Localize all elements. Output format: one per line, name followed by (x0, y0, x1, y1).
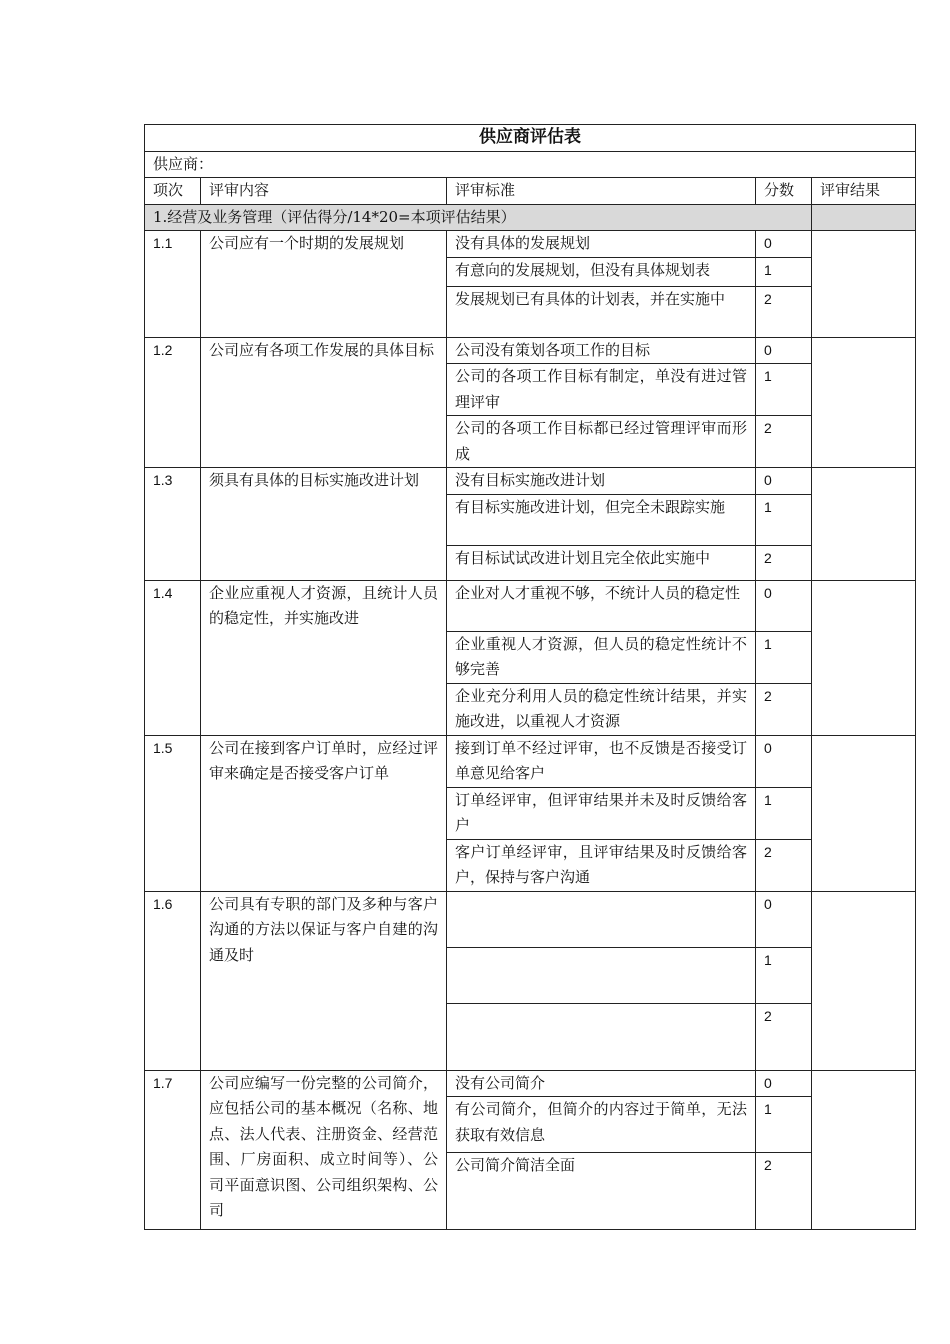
item-number: 1.2 (145, 337, 201, 468)
review-criterion: 企业对人才重视不够，不统计人员的稳定性 (447, 580, 756, 631)
score-value: 1 (756, 257, 812, 286)
review-criterion: 有公司简介，但简介的内容过于简单，无法获取有效信息 (447, 1097, 756, 1153)
item-number: 1.1 (145, 231, 201, 338)
review-criterion: 企业重视人才资源，但人员的稳定性统计不够完善 (447, 631, 756, 683)
score-value: 0 (756, 468, 812, 495)
review-content: 公司应有一个时期的发展规划 (201, 231, 447, 338)
score-value: 1 (756, 631, 812, 683)
score-value: 2 (756, 1003, 812, 1070)
table-row (145, 1070, 916, 1097)
review-criterion: 没有具体的发展规划 (447, 231, 756, 258)
review-criterion: 公司没有策划各项工作的目标 (447, 337, 756, 364)
review-criterion (447, 891, 756, 947)
review-result-cell (812, 735, 916, 891)
review-criterion: 公司的各项工作目标有制定，单没有进过管理评审 (447, 364, 756, 416)
review-criterion: 有目标实施改进计划，但完全未跟踪实施 (447, 494, 756, 545)
review-content: 公司具有专职的部门及多种与客户沟通的方法以保证与客户自建的沟通及时 (201, 891, 447, 1070)
review-criterion: 没有公司简介 (447, 1070, 756, 1097)
header-item-no: 项次 (145, 178, 201, 205)
review-criterion: 公司的各项工作目标都已经过管理评审而形成 (447, 416, 756, 468)
header-content: 评审内容 (201, 178, 447, 205)
review-criterion: 公司简介简洁全面 (447, 1153, 756, 1230)
header-criteria: 评审标准 (447, 178, 756, 205)
review-criterion: 有意向的发展规划，但没有具体规划表 (447, 257, 756, 286)
score-value: 2 (756, 416, 812, 468)
review-content: 须具有具体的目标实施改进计划 (201, 468, 447, 581)
score-value: 0 (756, 735, 812, 787)
item-number: 1.3 (145, 468, 201, 581)
table-row (145, 891, 916, 947)
review-criterion: 企业充分利用人员的稳定性统计结果，并实施改进，以重视人才资源 (447, 683, 756, 735)
supplier-evaluation-table (144, 124, 916, 1230)
review-content: 公司应编写一份完整的公司简介，应包括公司的基本概况（名称、地点、法人代表、注册资金、经营范围、厂房面积、成立时间等）、公司平面意识图、公司组织架构、公司 (201, 1070, 447, 1230)
score-value: 2 (756, 286, 812, 337)
score-value: 1 (756, 364, 812, 416)
item-number: 1.7 (145, 1070, 201, 1230)
score-value: 1 (756, 947, 812, 1003)
score-value: 1 (756, 494, 812, 545)
table-row (145, 337, 916, 364)
review-criterion: 接到订单不经过评审，也不反馈是否接受订单意见给客户 (447, 735, 756, 787)
score-value: 1 (756, 787, 812, 839)
score-value: 2 (756, 839, 812, 891)
review-criterion: 有目标试试改进计划且完全依此实施中 (447, 545, 756, 580)
review-criterion: 发展规划已有具体的计划表，并在实施中 (447, 286, 756, 337)
item-number: 1.5 (145, 735, 201, 891)
review-result-cell (812, 891, 916, 1070)
review-result-cell (812, 1070, 916, 1230)
score-value: 0 (756, 1070, 812, 1097)
section-heading: 1.经营及业务管理（评估得分/14*20=本项评估结果） (145, 204, 812, 231)
score-value: 0 (756, 580, 812, 631)
score-value: 2 (756, 1153, 812, 1230)
review-criterion (447, 947, 756, 1003)
supplier-label: 供应商： (145, 151, 916, 178)
review-criterion (447, 1003, 756, 1070)
review-result-cell (812, 337, 916, 468)
score-value: 0 (756, 891, 812, 947)
review-result-cell (812, 231, 916, 338)
table-row (145, 468, 916, 495)
header-result: 评审结果 (812, 178, 916, 205)
review-result-cell (812, 468, 916, 581)
score-value: 2 (756, 683, 812, 735)
review-content: 企业应重视人才资源，且统计人员的稳定性，并实施改进 (201, 580, 447, 735)
item-number: 1.4 (145, 580, 201, 735)
review-criterion: 客户订单经评审，且评审结果及时反馈给客户，保持与客户沟通 (447, 839, 756, 891)
score-value: 0 (756, 337, 812, 364)
section-result-cell (812, 204, 916, 231)
table-row (145, 580, 916, 631)
document-title: 供应商评估表 (145, 125, 916, 152)
score-value: 1 (756, 1097, 812, 1153)
score-value: 2 (756, 545, 812, 580)
review-criterion: 订单经评审，但评审结果并未及时反馈给客户 (447, 787, 756, 839)
review-content: 公司应有各项工作发展的具体目标 (201, 337, 447, 468)
review-criterion: 没有目标实施改进计划 (447, 468, 756, 495)
table-row (145, 735, 916, 787)
table-row (145, 231, 916, 258)
review-result-cell (812, 580, 916, 735)
header-score: 分数 (756, 178, 812, 205)
score-value: 0 (756, 231, 812, 258)
item-number: 1.6 (145, 891, 201, 1070)
table-body (145, 125, 916, 1230)
review-content: 公司在接到客户订单时，应经过评审来确定是否接受客户订单 (201, 735, 447, 891)
